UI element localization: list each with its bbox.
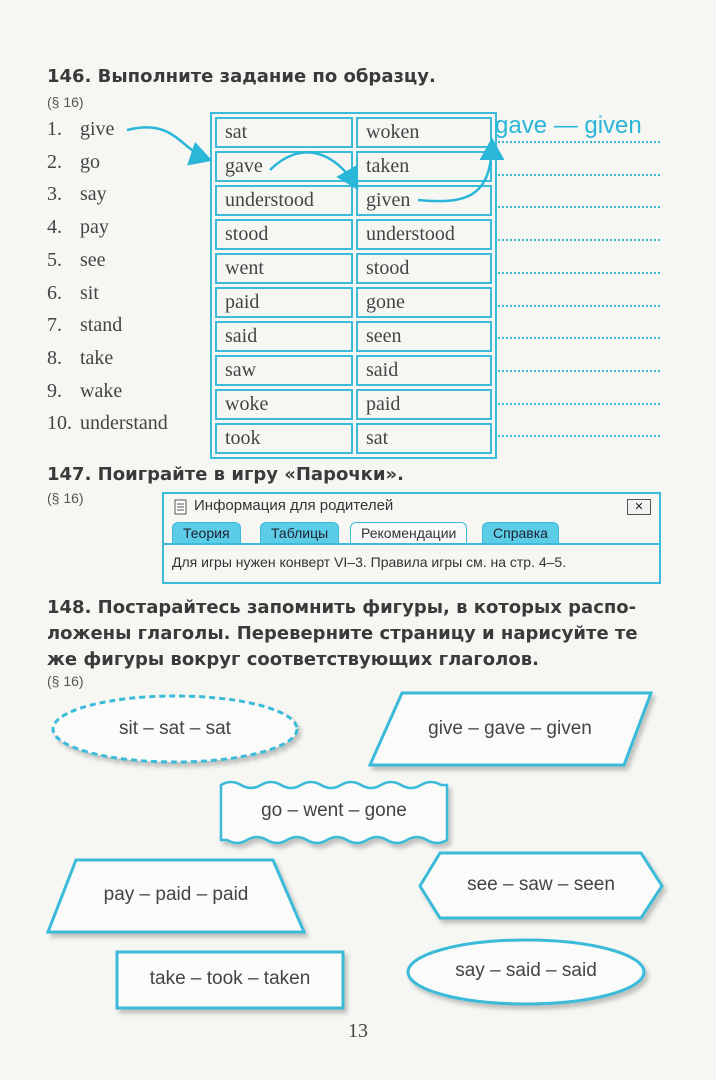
ex148-ref: (§ 16) [47,673,84,689]
window-text: Для игры нужен конверт VI–3. Правила игры см. на стр. 4–5. [172,554,567,570]
table-cell: gone [356,287,492,318]
ex148-heading-line3: же фигуры вокруг соответствующих глаголов. [47,649,539,670]
table-cell: woken [356,117,492,148]
verb-word: stand [80,314,123,337]
ex146-heading: 146. Выполните задание по образцу. [47,66,436,87]
shape-text-say: say – said – said [455,960,597,981]
shape-text-go: go – went – gone [261,800,407,821]
table-cell: said [356,355,492,386]
verb-number: 7. [47,314,62,337]
table-cell: took [215,423,353,454]
shape-text-sit: sit – sat – sat [119,718,231,739]
verb-word: understand [80,412,168,435]
tab-tables[interactable]: Таблицы [260,522,339,543]
verb-number: 5. [47,248,62,271]
verb-number: 1. [47,118,62,140]
table-cell: gave [215,151,353,182]
table-cell: sat [215,117,353,148]
table-cell: taken [356,151,492,182]
verb-word: give [80,118,115,140]
table-cell: stood [356,253,492,284]
table-cell: saw [215,355,353,386]
verb-number: 6. [47,281,62,304]
table-cell: said [215,321,353,352]
ex147-heading: 147. Поиграйте в игру «Парочки». [47,464,404,485]
verb-number: 10. [47,412,72,435]
ex148-heading-line2: ложены глаголы. Переверните страницу и нарисуйте те [47,623,638,644]
table-cell: paid [356,389,492,420]
window-title: Информация для родителей [194,497,394,514]
close-icon[interactable]: ✕ [627,499,651,515]
verb-word: say [80,183,107,206]
verb-number: 3. [47,183,62,206]
shape-text-pay: pay – paid – paid [103,884,249,905]
tab-recommendations[interactable]: Рекомендации [350,522,467,543]
table-cell: given [356,185,492,216]
verb-word: see [80,248,106,271]
verb-number: 8. [47,346,62,369]
verb-number: 2. [47,150,62,173]
tab-help[interactable]: Справка [482,522,559,543]
table-cell: sat [356,423,492,454]
shape-text-take: take – took – taken [149,968,311,989]
tab-theory[interactable]: Теория [172,522,241,543]
table-cell: stood [215,219,353,250]
shape-text-see: see – saw – seen [467,874,615,895]
verb-number: 9. [47,379,62,402]
table-cell: paid [215,287,353,318]
ex147-ref: (§ 16) [47,490,84,506]
verb-word: wake [80,379,123,402]
verb-word: go [80,150,100,173]
verb-word: pay [80,216,109,239]
page-number: 13 [348,1020,368,1042]
verb-word: sit [80,281,99,304]
ex146-ref: (§ 16) [47,94,84,110]
table-cell: understood [356,219,492,250]
table-cell: woke [215,389,353,420]
ex148-heading-line1: 148. Постарайтесь запомнить фигуры, в которых распо- [47,597,637,618]
shape-text-give: give – gave – given [428,718,592,739]
table-cell: understood [215,185,353,216]
table-cell: went [215,253,353,284]
example-answer: gave — given [495,112,642,139]
verb-word: take [80,346,114,369]
table-cell: seen [356,321,492,352]
verb-number: 4. [47,216,62,239]
